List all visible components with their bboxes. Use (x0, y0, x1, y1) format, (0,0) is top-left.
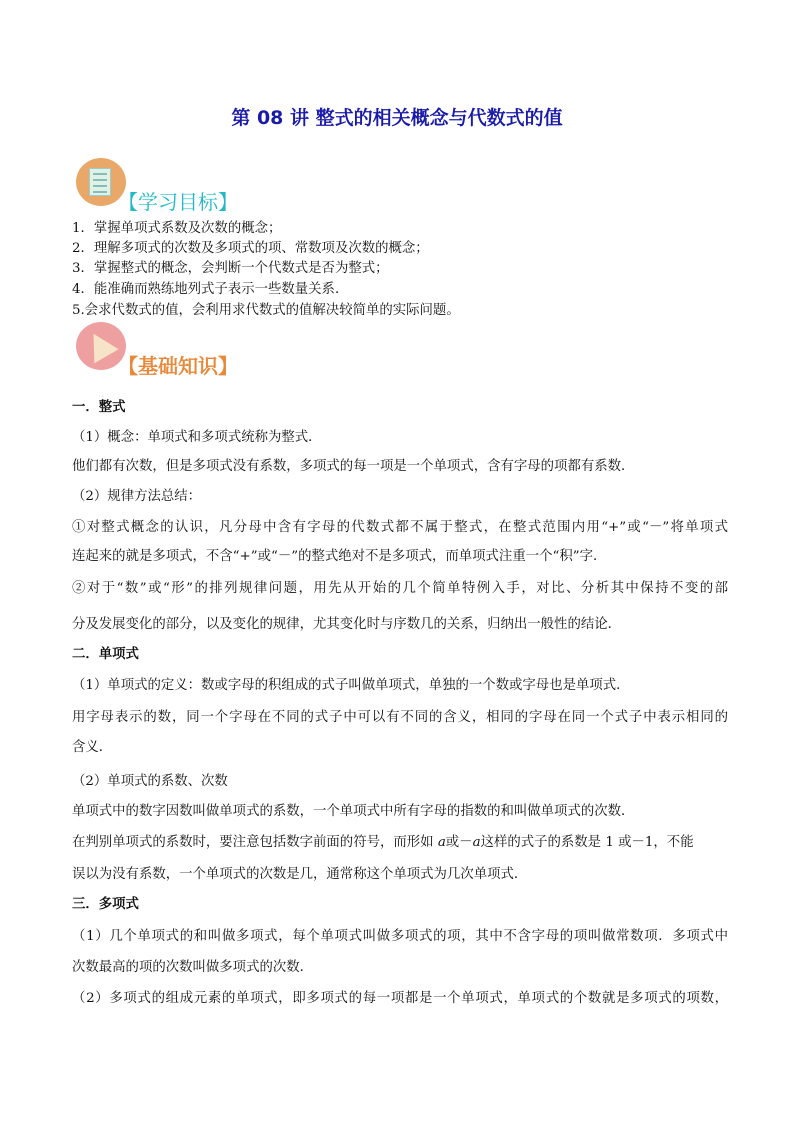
paragraph-line: （2）规律方法总结： (72, 489, 202, 504)
section-heading: 二．单项式 (72, 647, 139, 662)
paragraph-line: 用字母表示的数，同一个字母在不同的式子中可以有不同的含义，相同的字母在同一个式子中表示相同的 (72, 710, 728, 725)
paragraph-line: （2）多项式的组成元素的单项式，即多项式的每一项都是一个单项式，单项式的个数就是多项式的项数， (72, 991, 728, 1006)
section-heading: 三．多项式 (72, 897, 139, 912)
document-title: 第 08 讲 整式的相关概念与代数式的值 (231, 107, 563, 129)
goal-item: 5.会求代数式的值，会利用求代数式的值解决较简单的实际问题。 (72, 303, 460, 318)
text: 在判别单项式的系数时，要注意包括数字前面的符号，而形如 (72, 835, 438, 850)
paragraph-line (72, 834, 694, 852)
knowledge-heading: 【基础知识】 (118, 354, 238, 378)
variable: a (437, 835, 446, 850)
paragraph-line: 单项式中的数字因数叫做单项式的系数，一个单项式中所有字母的指数的和叫做单项式的次数． (72, 804, 635, 819)
paragraph-line: 误以为没有系数，一个单项式的次数是几，通常称这个单项式为几次单项式． (72, 867, 528, 882)
paragraph-line: 他们都有次数，但是多项式没有系数，多项式的每一项是一个单项式，含有字母的项都有系数． (72, 459, 635, 474)
paragraph-line: （1）概念：单项式和多项式统称为整式． (72, 430, 322, 445)
goal-item: 4．能准确而熟练地列式子表示一些数量关系． (72, 282, 349, 297)
paragraph-line: （2）单项式的系数、次数 (72, 774, 228, 789)
paragraph-line: 含义． (72, 740, 113, 755)
goal-item: 3．掌握整式的概念，会判断一个代数式是否为整式； (72, 261, 389, 276)
paragraph-line: ①对整式概念的认识，凡分母中含有字母的代数式都不属于整式，在整式范围内用“+”或“－”将单项式 (72, 520, 728, 535)
goal-item: 2．理解多项式的次数及多项式的项、常数项及次数的概念； (72, 241, 429, 256)
goal-item: 1．掌握单项式系数及次数的概念； (72, 221, 282, 236)
section-heading: 一．整式 (72, 400, 126, 415)
goals-heading: 【学习目标】 (118, 190, 238, 214)
paragraph-line: 连起来的就是多项式，不含“+”或“－”的整式绝对不是多项式，而单项式注重一个“积”字． (72, 549, 607, 564)
paragraph-line: 次数最高的项的次数叫做多项式的次数． (72, 960, 314, 975)
paragraph-line: ②对于“数”或“形”的排列规律问题，用先从开始的几个简单特例入手，对比、分析其中保持不变的部 (72, 581, 728, 596)
variable: a (472, 835, 481, 850)
paragraph-line: 分及发展变化的部分，以及变化的规律，尤其变化时与序数几的关系，归纳出一般性的结论． (72, 617, 622, 632)
paragraph-line: （1）几个单项式的和叫做多项式，每个单项式叫做多项式的项，其中不含字母的项叫做常数项．多项式中 (72, 929, 728, 944)
text: 或－ (445, 835, 473, 850)
paragraph-line: （1）单项式的定义：数或字母的积组成的式子叫做单项式，单独的一个数或字母也是单项式． (72, 678, 630, 693)
text: 这样的式子的系数是 1 或－1，不能 (480, 835, 694, 850)
